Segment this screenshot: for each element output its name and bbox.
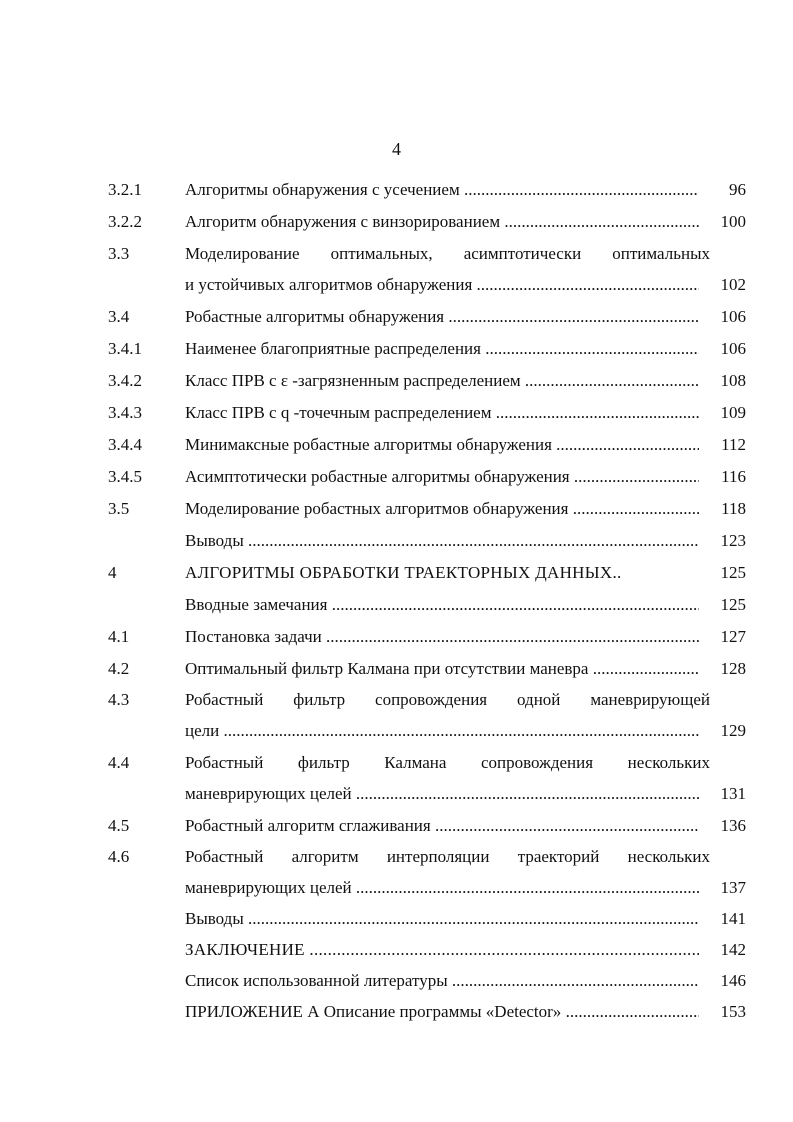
toc-title-line1: Робастный фильтр Калмана сопровождения нескольких xyxy=(185,753,710,772)
toc-page-number: 118 xyxy=(721,499,746,518)
toc-section-number: 4.2 xyxy=(108,659,130,678)
toc-section-number: 3.5 xyxy=(108,499,130,518)
toc-section-number: 4.3 xyxy=(108,690,130,709)
page-number: 4 xyxy=(392,139,401,159)
toc-page-number: 123 xyxy=(720,531,746,550)
toc-title: ЗАКЛЮЧЕНИЕ ..... xyxy=(185,939,699,961)
toc-title: Алгоритм обнаружения с винзорированием ..... xyxy=(185,211,699,233)
toc-page-number: 125 xyxy=(720,563,746,582)
toc-section-number: 4.5 xyxy=(108,816,130,835)
toc-title-line2: маневрирующих целей ..... xyxy=(185,783,699,805)
toc-page-number: 129 xyxy=(720,721,746,740)
toc-page-number: 100 xyxy=(720,212,746,231)
toc-title-line1: Робастный фильтр сопровождения одной маневрирующей xyxy=(185,690,710,709)
toc-section-number: 3.2.1 xyxy=(108,180,142,199)
toc-section-number: 4.1 xyxy=(108,627,130,646)
toc-page-number: 127 xyxy=(720,627,746,646)
toc-title-line1: Моделирование оптимальных, асимптотически оптимальных xyxy=(185,244,710,263)
toc-title-line2: маневрирующих целей ..... xyxy=(185,877,699,899)
toc-title: Наименее благоприятные распределения ..... xyxy=(185,338,699,360)
toc-title: Моделирование робастных алгоритмов обнаружения ..... xyxy=(185,498,699,520)
toc-page-number: 128 xyxy=(720,659,746,678)
toc-section-number: 3.4.5 xyxy=(108,467,142,486)
toc-section-number: 3.3 xyxy=(108,244,130,263)
toc-page-number: 131 xyxy=(720,784,746,803)
toc-title-line2: цели ..... xyxy=(185,720,699,742)
toc-title: Список использованной литературы ..... xyxy=(185,970,699,992)
toc-section-number: 3.4.4 xyxy=(108,435,142,454)
toc-page-number: 109 xyxy=(720,403,746,422)
toc-title: Алгоритмы обнаружения с усечением ..... xyxy=(185,179,699,201)
toc-title: Оптимальный фильтр Калмана при отсутствии маневра ..... xyxy=(185,658,699,680)
toc-title-line2: и устойчивых алгоритмов обнаружения ..... xyxy=(185,274,699,296)
toc-page-number: 125 xyxy=(720,595,746,614)
toc-section-number: 3.4.2 xyxy=(108,371,142,390)
toc-page-number: 136 xyxy=(720,816,746,835)
toc-section-number: 3.4.1 xyxy=(108,339,142,358)
toc-section-number: 4 xyxy=(108,563,117,582)
toc-title: АЛГОРИТМЫ ОБРАБОТКИ ТРАЕКТОРНЫХ ДАННЫХ.. xyxy=(185,563,622,582)
toc-section-number: 3.4 xyxy=(108,307,130,326)
toc-title: ПРИЛОЖЕНИЕ А Описание программы «Detector» ..... xyxy=(185,1001,699,1023)
toc-page-number: 137 xyxy=(720,878,746,897)
toc-page-number: 108 xyxy=(720,371,746,390)
toc-title-line1: Робастный алгоритм интерполяции траекторий нескольких xyxy=(185,847,710,866)
toc-title: Класс ПРВ с ε -загрязненным распределением ..... xyxy=(185,370,699,392)
toc-title: Постановка задачи ..... xyxy=(185,626,699,648)
toc-title: Робастный алгоритм сглаживания ..... xyxy=(185,815,699,837)
toc-title: Робастные алгоритмы обнаружения ..... xyxy=(185,306,699,328)
toc-section-number: 4.6 xyxy=(108,847,130,866)
toc-page-number: 96 xyxy=(729,180,746,199)
toc-page-number: 102 xyxy=(720,275,746,294)
toc-title: Выводы ..... xyxy=(185,908,699,930)
toc-section-number: 3.2.2 xyxy=(108,212,142,231)
toc-page-number: 106 xyxy=(720,339,746,358)
toc-section-number: 3.4.3 xyxy=(108,403,142,422)
toc-page-number: 142 xyxy=(720,940,746,959)
toc-page-number: 106 xyxy=(720,307,746,326)
toc-section-number: 4.4 xyxy=(108,753,130,772)
toc-title: Асимптотически робастные алгоритмы обнаружения ..... xyxy=(185,466,699,488)
toc-page-number: 116 xyxy=(721,467,746,486)
toc-page-number: 146 xyxy=(720,971,746,990)
toc-title: Минимаксные робастные алгоритмы обнаружения ..... xyxy=(185,434,699,456)
toc-title: Класс ПРВ с q -точечным распределением ..... xyxy=(185,402,699,424)
toc-page-number: 141 xyxy=(720,909,746,928)
toc-title: Выводы ..... xyxy=(185,530,699,552)
toc-page-number: 112 xyxy=(721,435,746,454)
toc-title: Вводные замечания ..... xyxy=(185,594,699,616)
toc-page-number: 153 xyxy=(720,1002,746,1021)
